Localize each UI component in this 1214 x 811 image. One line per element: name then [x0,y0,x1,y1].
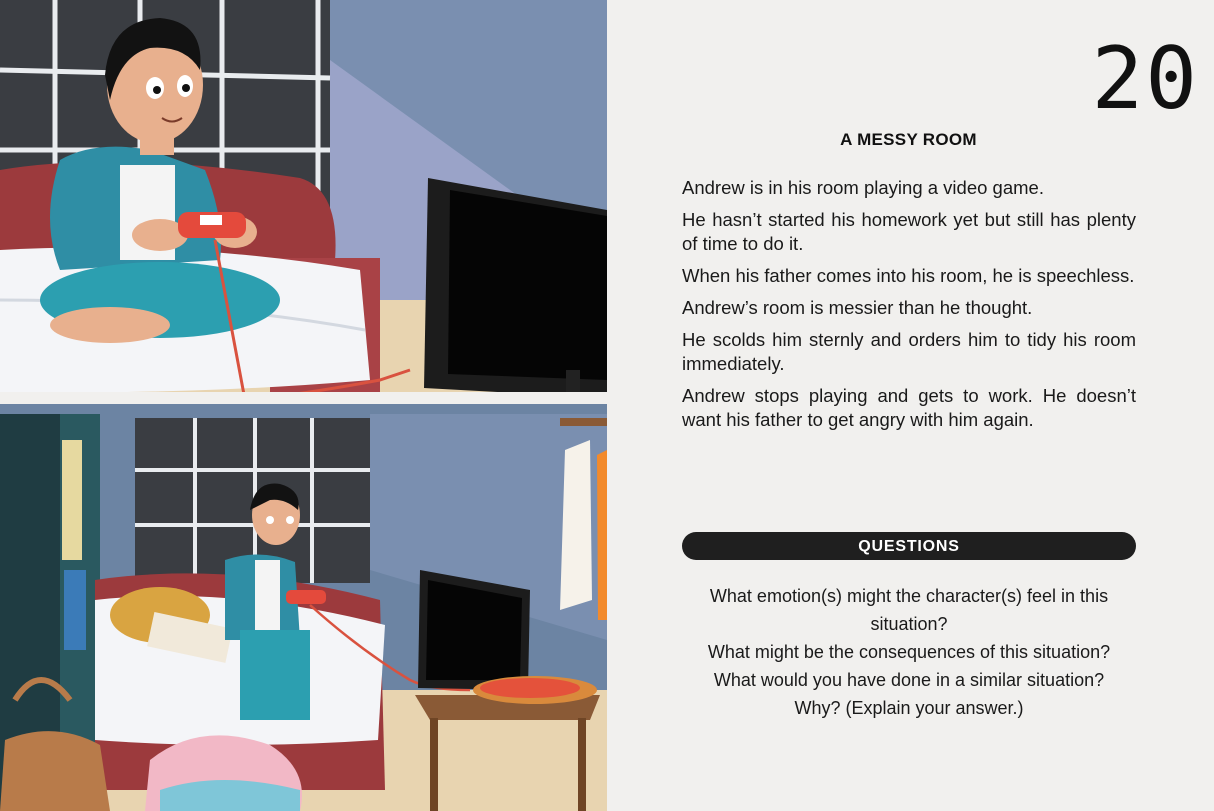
question-item: What would you have done in a similar situation? [713,670,1105,690]
story-paragraph: When his father comes into his room, he is speechless. [682,265,1135,286]
story-paragraph: He scolds him sternly and orders him to tidy his room immediately. [682,329,1136,374]
panel-divider [0,392,607,414]
story-paragraph: Andrew’s room is messier than he thought. [682,297,1033,318]
questions-header: QUESTIONS [682,532,1136,560]
top-scene [0,0,607,405]
story-paragraph: Andrew stops playing and gets to work. He doesn’t want his father to get angry with him again. [682,385,1136,430]
question-item: Why? (Explain your answer.) [794,698,1024,718]
story-title: A MESSY ROOM [840,130,977,149]
story-text [682,176,1136,440]
text-panel [607,0,1214,811]
question-item: What emotion(s) might the character(s) feel in this situation? [709,586,1109,634]
bottom-scene [0,414,607,811]
story-paragraph: He hasn’t started his homework yet but still has plenty of time to do it. [682,209,1136,254]
questions-list [682,582,1136,722]
page-number: 20 [1091,29,1199,129]
story-paragraph: Andrew is in his room playing a video game. [682,177,1044,198]
question-item: What might be the consequences of this situation? [707,642,1111,662]
tv [424,178,607,400]
